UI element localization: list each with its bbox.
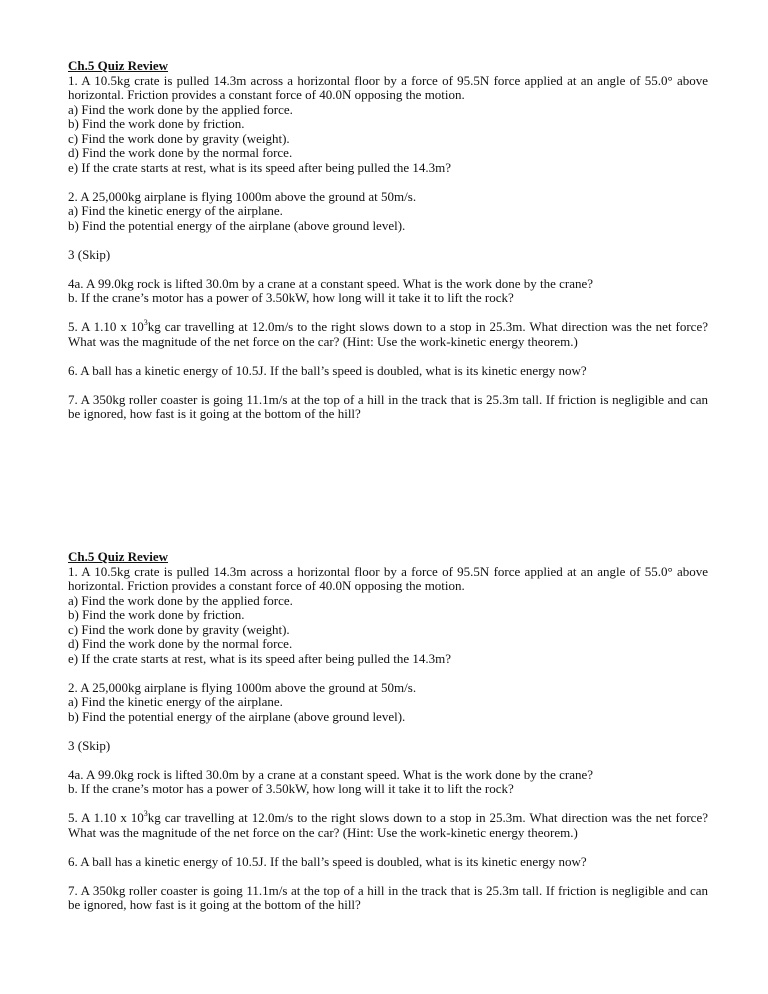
- exponent: 3: [143, 809, 148, 818]
- question-text: 4a. A 99.0kg rock is lifted 30.0m by a crane at a constant speed. What is the work done by the crane?: [68, 766, 594, 782]
- question-5: [68, 320, 708, 349]
- question-text: 1. A 10.5kg crate is pulled 14.3m across a horizontal floor by a force of 95.5N force applied at an angle of 55.0° above horizontal. Friction provides a constant force of 40.0N opposing the motion.: [68, 72, 708, 102]
- question-text-end: kg car travelling at 12.0m/s to the right slows down to a stop in 25.3m. What direction was the net force? What was the magnitude of the net force on the car? (Hint: Use the work-kinetic energy theorem.): [68, 319, 708, 349]
- sub-question: d) Find the work done by the normal force.: [68, 636, 293, 651]
- quiz-title: Ch.5 Quiz Review: [68, 58, 169, 73]
- sub-question: b. If the crane’s motor has a power of 3.50kW, how long will it take it to lift the rock?: [68, 781, 514, 796]
- question-1: [68, 74, 708, 176]
- sub-question: b. If the crane’s motor has a power of 3.50kW, how long will it take it to lift the rock?: [68, 290, 514, 305]
- question-text: 7. A 350kg roller coaster is going 11.1m/s at the top of a hill in the track that is 25.3m tall. If friction is negligible and can be ignored, how fast is it going at the bottom of the hill?: [68, 391, 708, 421]
- question-text: 3 (Skip): [68, 737, 111, 753]
- question-6: [68, 364, 708, 379]
- sub-question: b) Find the potential energy of the airplane (above ground level).: [68, 217, 406, 233]
- sub-question: a) Find the work done by the applied force.: [68, 592, 293, 608]
- sub-question: c) Find the work done by gravity (weight).: [68, 130, 290, 146]
- question-text-start: 5. A 1.10 x 10: [68, 319, 144, 334]
- sub-question: c) Find the work done by gravity (weight).: [68, 621, 290, 637]
- question-6: [68, 855, 708, 870]
- question-text-start: 5. A 1.10 x 10: [68, 810, 144, 825]
- question-text: 4a. A 99.0kg rock is lifted 30.0m by a crane at a constant speed. What is the work done by the crane?: [68, 275, 594, 291]
- question-text-end: kg car travelling at 12.0m/s to the right slows down to a stop in 25.3m. What direction was the net force? What was the magnitude of the net force on the car? (Hint: Use the work-kinetic energy theorem.): [68, 810, 708, 840]
- question-text: 2. A 25,000kg airplane is flying 1000m above the ground at 50m/s.: [68, 679, 417, 695]
- sub-question: b) Find the work done by friction.: [68, 116, 245, 131]
- question-4: [68, 768, 708, 797]
- sub-question: a) Find the work done by the applied force.: [68, 101, 293, 117]
- sub-question: e) If the crate starts at rest, what is its speed after being pulled the 14.3m?: [68, 650, 452, 666]
- sub-question: d) Find the work done by the normal force.: [68, 145, 293, 160]
- question-text: 6. A ball has a kinetic energy of 10.5J. If the ball’s speed is doubled, what is its kinetic energy now?: [68, 853, 587, 869]
- question-text: 3 (Skip): [68, 246, 111, 262]
- question-text: 7. A 350kg roller coaster is going 11.1m/s at the top of a hill in the track that is 25.3m tall. If friction is negligible and can be ignored, how fast is it going at the bottom of the hill?: [68, 882, 708, 912]
- exponent: 3: [143, 318, 148, 327]
- question-4: [68, 277, 708, 306]
- sub-question: e) If the crate starts at rest, what is its speed after being pulled the 14.3m?: [68, 159, 452, 175]
- question-2: [68, 681, 708, 725]
- question-3: [68, 739, 708, 754]
- question-text: 1. A 10.5kg crate is pulled 14.3m across a horizontal floor by a force of 95.5N force applied at an angle of 55.0° above horizontal. Friction provides a constant force of 40.0N opposing the motion.: [68, 563, 708, 593]
- quiz-review-copy-1: [68, 59, 708, 436]
- question-text: 6. A ball has a kinetic energy of 10.5J. If the ball’s speed is doubled, what is its kinetic energy now?: [68, 362, 587, 378]
- sub-question: a) Find the kinetic energy of the airplane.: [68, 203, 283, 218]
- question-5: [68, 811, 708, 840]
- question-3: [68, 248, 708, 263]
- question-1: [68, 565, 708, 667]
- sub-question: a) Find the kinetic energy of the airplane.: [68, 694, 283, 709]
- question-7: [68, 884, 708, 913]
- question-text: 2. A 25,000kg airplane is flying 1000m above the ground at 50m/s.: [68, 188, 417, 204]
- quiz-review-copy-2: [68, 550, 708, 927]
- question-2: [68, 190, 708, 234]
- question-7: [68, 393, 708, 422]
- sub-question: b) Find the work done by friction.: [68, 607, 245, 622]
- quiz-title: Ch.5 Quiz Review: [68, 549, 169, 564]
- sub-question: b) Find the potential energy of the airplane (above ground level).: [68, 708, 406, 724]
